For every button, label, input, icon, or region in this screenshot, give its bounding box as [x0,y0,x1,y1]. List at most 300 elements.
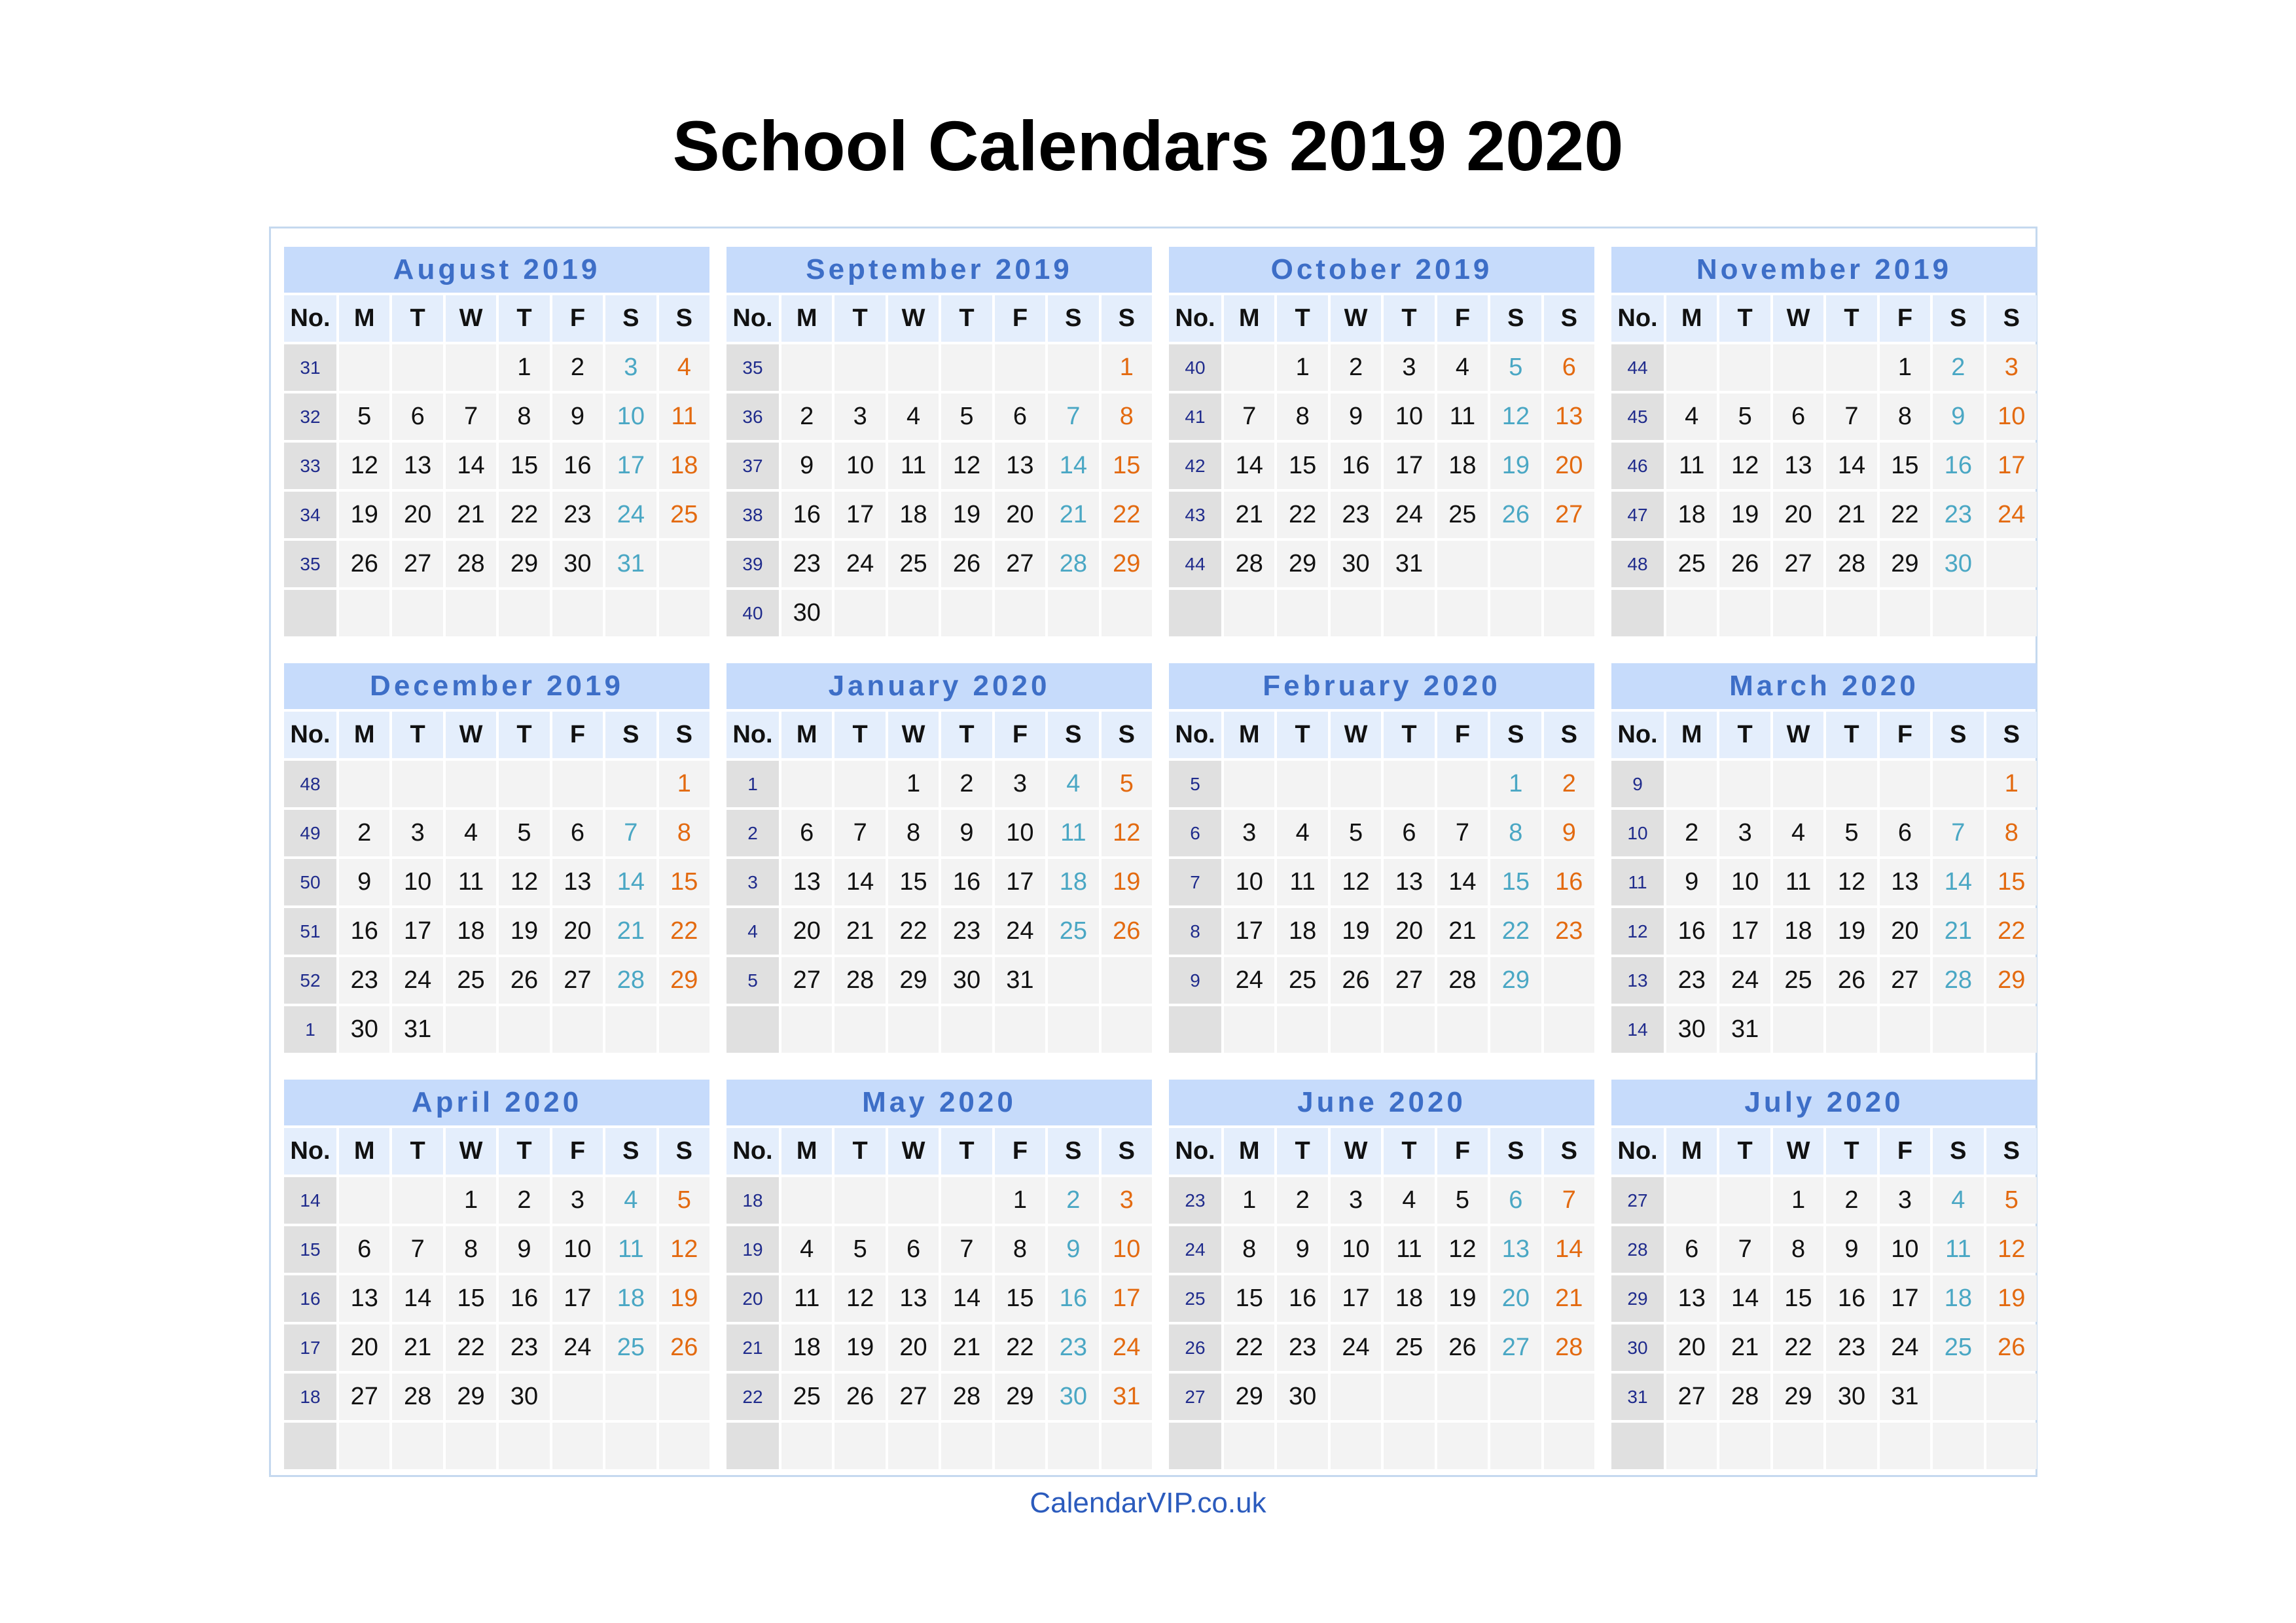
empty-cell [1773,344,1823,391]
empty-cell [1490,1374,1541,1420]
day-cell: 2 [1666,810,1717,856]
day-cell: 5 [1986,1177,2037,1224]
day-cell: 25 [1437,492,1488,538]
empty-cell [339,590,389,636]
week-number: 1 [726,761,779,807]
month-title: October 2019 [1169,247,1594,293]
weekday-header: F [1437,1128,1488,1175]
day-cell: 26 [941,541,992,587]
week-number: 25 [1169,1275,1221,1322]
week-number: 48 [284,761,336,807]
day-cell: 4 [1933,1177,1983,1224]
week-number: 11 [1611,859,1664,905]
day-cell: 20 [888,1324,939,1371]
day-cell: 4 [1048,761,1098,807]
day-cell: 13 [339,1275,389,1322]
empty-cell [834,1177,885,1224]
empty-cell [659,541,709,587]
month-april-2020 [284,1080,709,1469]
week-number [1169,1423,1221,1469]
day-cell: 1 [1773,1177,1823,1224]
weekday-header: M [1224,712,1274,758]
empty-cell [781,1006,832,1053]
month-title: May 2020 [726,1080,1152,1125]
day-cell: 11 [1437,393,1488,440]
empty-cell [1490,1423,1541,1469]
day-cell: 12 [941,443,992,489]
day-cell: 25 [1933,1324,1983,1371]
day-cell: 8 [1880,393,1930,440]
month-grid [284,712,709,1053]
weekday-header: T [834,712,885,758]
day-cell: 21 [1437,908,1488,955]
empty-cell [1437,590,1488,636]
empty-cell [1048,344,1098,391]
day-cell: 23 [941,908,992,955]
day-cell: 9 [1544,810,1594,856]
empty-cell [392,344,442,391]
day-cell: 4 [888,393,939,440]
day-cell: 25 [605,1324,656,1371]
day-cell: 15 [1102,443,1152,489]
day-cell: 24 [1986,492,2037,538]
day-cell: 27 [995,541,1045,587]
empty-cell [1102,1423,1152,1469]
empty-cell [888,590,939,636]
day-cell: 6 [1880,810,1930,856]
day-cell: 28 [1224,541,1274,587]
empty-cell [1773,761,1823,807]
empty-cell [941,1423,992,1469]
weekday-header: S [1933,295,1983,342]
empty-cell [1986,1423,2037,1469]
empty-cell [339,1177,389,1224]
day-cell: 26 [1490,492,1541,538]
day-cell: 9 [781,443,832,489]
weekday-header: S [1986,1128,2037,1175]
weekday-header: T [941,1128,992,1175]
weekday-header: M [781,295,832,342]
day-cell: 30 [552,541,603,587]
day-cell: 24 [1102,1324,1152,1371]
day-cell: 2 [1933,344,1983,391]
day-cell: 24 [1384,492,1434,538]
day-cell: 2 [941,761,992,807]
empty-cell [1224,1006,1274,1053]
week-number: 38 [726,492,779,538]
day-cell: 26 [659,1324,709,1371]
day-cell: 2 [1048,1177,1098,1224]
month-grid [1169,712,1594,1053]
month-grid [1611,295,2037,636]
month-grid [284,295,709,636]
day-cell: 2 [499,1177,549,1224]
empty-cell [1102,957,1152,1004]
day-cell: 22 [1224,1324,1274,1371]
day-cell: 26 [834,1374,885,1420]
day-cell: 21 [1719,1324,1770,1371]
week-number: 21 [726,1324,779,1371]
day-cell: 12 [659,1226,709,1273]
empty-cell [1666,590,1717,636]
day-cell: 13 [1666,1275,1717,1322]
day-cell: 19 [834,1324,885,1371]
day-cell: 16 [499,1275,549,1322]
month-october-2019 [1169,247,1594,636]
day-cell: 10 [1102,1226,1152,1273]
month-grid [284,1128,709,1469]
day-cell: 8 [995,1226,1045,1273]
day-cell: 11 [1384,1226,1434,1273]
day-cell: 19 [1719,492,1770,538]
day-cell: 1 [888,761,939,807]
weekday-header: W [888,712,939,758]
week-number: 35 [726,344,779,391]
day-cell: 13 [1880,859,1930,905]
day-cell: 9 [1933,393,1983,440]
week-number: 4 [726,908,779,955]
week-number: 7 [1169,859,1221,905]
day-cell: 30 [1826,1374,1876,1420]
empty-cell [1880,1006,1930,1053]
week-number: 51 [284,908,336,955]
weekday-header: W [446,712,496,758]
day-cell: 24 [1331,1324,1381,1371]
week-number [284,1423,336,1469]
day-cell: 27 [1384,957,1434,1004]
week-number-header: No. [284,295,336,342]
day-cell: 20 [392,492,442,538]
weekday-header: W [1331,1128,1381,1175]
empty-cell [1544,1374,1594,1420]
weekday-header: M [1224,295,1274,342]
empty-cell [1986,541,2037,587]
week-number: 8 [1169,908,1221,955]
week-number [1611,1423,1664,1469]
empty-cell [446,761,496,807]
empty-cell [1544,1006,1594,1053]
empty-cell [1277,1423,1327,1469]
day-cell: 22 [1102,492,1152,538]
week-number-header: No. [284,712,336,758]
day-cell: 15 [659,859,709,905]
weekday-header: T [1719,712,1770,758]
day-cell: 12 [834,1275,885,1322]
weekday-header: S [1986,295,2037,342]
day-cell: 24 [392,957,442,1004]
week-number: 9 [1169,957,1221,1004]
week-number: 6 [1169,810,1221,856]
week-number: 46 [1611,443,1664,489]
weekday-header: S [1048,712,1098,758]
day-cell: 10 [605,393,656,440]
day-cell: 2 [1826,1177,1876,1224]
day-cell: 1 [1224,1177,1274,1224]
month-november-2019 [1611,247,2037,636]
empty-cell [552,590,603,636]
empty-cell [1666,344,1717,391]
empty-cell [834,1006,885,1053]
empty-cell [1880,590,1930,636]
empty-cell [1773,1423,1823,1469]
day-cell: 31 [1102,1374,1152,1420]
month-march-2020 [1611,663,2037,1053]
week-number: 15 [284,1226,336,1273]
month-grid [1169,1128,1594,1469]
day-cell: 7 [1719,1226,1770,1273]
day-cell: 23 [1666,957,1717,1004]
day-cell: 12 [1986,1226,2037,1273]
week-number: 42 [1169,443,1221,489]
day-cell: 28 [1544,1324,1594,1371]
day-cell: 5 [1719,393,1770,440]
day-cell: 1 [1490,761,1541,807]
day-cell: 19 [1437,1275,1488,1322]
day-cell: 5 [659,1177,709,1224]
day-cell: 16 [1666,908,1717,955]
week-number: 14 [1611,1006,1664,1053]
day-cell: 28 [1719,1374,1770,1420]
day-cell: 14 [834,859,885,905]
weekday-header: S [1490,712,1541,758]
week-number: 13 [1611,957,1664,1004]
day-cell: 4 [1437,344,1488,391]
day-cell: 15 [446,1275,496,1322]
month-june-2020 [1169,1080,1594,1469]
day-cell: 9 [941,810,992,856]
month-title: February 2020 [1169,663,1594,709]
day-cell: 13 [888,1275,939,1322]
day-cell: 9 [339,859,389,905]
month-title: June 2020 [1169,1080,1594,1125]
week-number-header: No. [284,1128,336,1175]
day-cell: 15 [995,1275,1045,1322]
day-cell: 4 [781,1226,832,1273]
day-cell: 17 [1880,1275,1930,1322]
day-cell: 26 [499,957,549,1004]
day-cell: 18 [659,443,709,489]
day-cell: 6 [552,810,603,856]
day-cell: 3 [552,1177,603,1224]
day-cell: 19 [1986,1275,2037,1322]
day-cell: 13 [1544,393,1594,440]
day-cell: 1 [499,344,549,391]
week-number: 5 [1169,761,1221,807]
week-number: 49 [284,810,336,856]
weekday-header: S [1048,1128,1098,1175]
day-cell: 5 [339,393,389,440]
empty-cell [1331,761,1381,807]
day-cell: 3 [1331,1177,1381,1224]
empty-cell [1666,1423,1717,1469]
page-title: School Calendars 2019 2020 [672,106,1624,185]
day-cell: 13 [995,443,1045,489]
day-cell: 24 [1719,957,1770,1004]
empty-cell [659,1006,709,1053]
day-cell: 18 [1666,492,1717,538]
day-cell: 27 [1880,957,1930,1004]
weekday-header: S [1102,1128,1152,1175]
week-number: 3 [726,859,779,905]
empty-cell [659,1374,709,1420]
weekday-header: T [499,712,549,758]
day-cell: 8 [888,810,939,856]
weekday-header: F [1880,295,1930,342]
weekday-header: S [605,295,656,342]
day-cell: 21 [941,1324,992,1371]
day-cell: 6 [1773,393,1823,440]
month-february-2020 [1169,663,1594,1053]
week-number: 39 [726,541,779,587]
empty-cell [499,590,549,636]
day-cell: 10 [392,859,442,905]
day-cell: 4 [605,1177,656,1224]
day-cell: 9 [552,393,603,440]
empty-cell [499,761,549,807]
day-cell: 11 [1666,443,1717,489]
day-cell: 23 [1331,492,1381,538]
week-number: 33 [284,443,336,489]
day-cell: 16 [941,859,992,905]
empty-cell [1719,1177,1770,1224]
month-title: September 2019 [726,247,1152,293]
day-cell: 19 [499,908,549,955]
week-number: 12 [1611,908,1664,955]
empty-cell [1224,590,1274,636]
day-cell: 31 [995,957,1045,1004]
day-cell: 29 [1277,541,1327,587]
week-number: 23 [1169,1177,1221,1224]
day-cell: 3 [1986,344,2037,391]
day-cell: 6 [1384,810,1434,856]
week-number: 22 [726,1374,779,1420]
empty-cell [1224,344,1274,391]
empty-cell [605,761,656,807]
weekday-header: W [888,295,939,342]
day-cell: 5 [1437,1177,1488,1224]
week-number: 28 [1611,1226,1664,1273]
empty-cell [446,590,496,636]
day-cell: 21 [834,908,885,955]
day-cell: 23 [499,1324,549,1371]
empty-cell [888,1177,939,1224]
day-cell: 17 [552,1275,603,1322]
empty-cell [1544,590,1594,636]
month-grid [726,712,1152,1053]
week-number: 44 [1611,344,1664,391]
week-number-header: No. [1611,295,1664,342]
week-number-header: No. [1611,1128,1664,1175]
week-number-header: No. [1169,712,1221,758]
day-cell: 2 [1544,761,1594,807]
day-cell: 15 [1880,443,1930,489]
day-cell: 19 [339,492,389,538]
weekday-header: T [1277,295,1327,342]
day-cell: 4 [1277,810,1327,856]
day-cell: 14 [1544,1226,1594,1273]
day-cell: 23 [552,492,603,538]
week-number: 40 [1169,344,1221,391]
day-cell: 11 [888,443,939,489]
day-cell: 17 [392,908,442,955]
day-cell: 30 [781,590,832,636]
day-cell: 10 [1986,393,2037,440]
day-cell: 1 [995,1177,1045,1224]
week-number-header: No. [726,295,779,342]
weekday-header: M [339,295,389,342]
day-cell: 27 [888,1374,939,1420]
day-cell: 2 [339,810,389,856]
day-cell: 22 [888,908,939,955]
empty-cell [941,1006,992,1053]
day-cell: 7 [834,810,885,856]
weekday-header: M [1666,712,1717,758]
empty-cell [1437,541,1488,587]
week-number: 10 [1611,810,1664,856]
day-cell: 25 [1773,957,1823,1004]
day-cell: 3 [392,810,442,856]
week-number [726,1006,779,1053]
weekday-header: T [1384,295,1434,342]
empty-cell [941,1177,992,1224]
day-cell: 31 [605,541,656,587]
empty-cell [995,590,1045,636]
week-number: 20 [726,1275,779,1322]
day-cell: 29 [1773,1374,1823,1420]
empty-cell [834,344,885,391]
month-title: March 2020 [1611,663,2037,709]
day-cell: 16 [1277,1275,1327,1322]
day-cell: 4 [1384,1177,1434,1224]
week-number [284,590,336,636]
day-cell: 16 [781,492,832,538]
weekday-header: W [1773,1128,1823,1175]
day-cell: 3 [834,393,885,440]
day-cell: 14 [1437,859,1488,905]
day-cell: 29 [499,541,549,587]
day-cell: 21 [1933,908,1983,955]
empty-cell [1826,1006,1876,1053]
day-cell: 18 [1773,908,1823,955]
day-cell: 8 [1224,1226,1274,1273]
day-cell: 7 [1933,810,1983,856]
week-number: 19 [726,1226,779,1273]
day-cell: 18 [1277,908,1327,955]
empty-cell [1826,761,1876,807]
footer-link[interactable]: CalendarVIP.co.uk [1030,1487,1266,1519]
day-cell: 16 [339,908,389,955]
empty-cell [1826,344,1876,391]
day-cell: 25 [888,541,939,587]
empty-cell [941,590,992,636]
week-number: 35 [284,541,336,587]
day-cell: 22 [995,1324,1045,1371]
day-cell: 20 [339,1324,389,1371]
day-cell: 10 [995,810,1045,856]
weekday-header: S [659,295,709,342]
week-number: 30 [1611,1324,1664,1371]
week-number: 16 [284,1275,336,1322]
day-cell: 12 [1719,443,1770,489]
day-cell: 7 [392,1226,442,1273]
month-title: August 2019 [284,247,709,293]
weekday-header: S [1544,295,1594,342]
empty-cell [995,1423,1045,1469]
weekday-header: S [605,1128,656,1175]
day-cell: 30 [1933,541,1983,587]
day-cell: 29 [659,957,709,1004]
day-cell: 29 [995,1374,1045,1420]
